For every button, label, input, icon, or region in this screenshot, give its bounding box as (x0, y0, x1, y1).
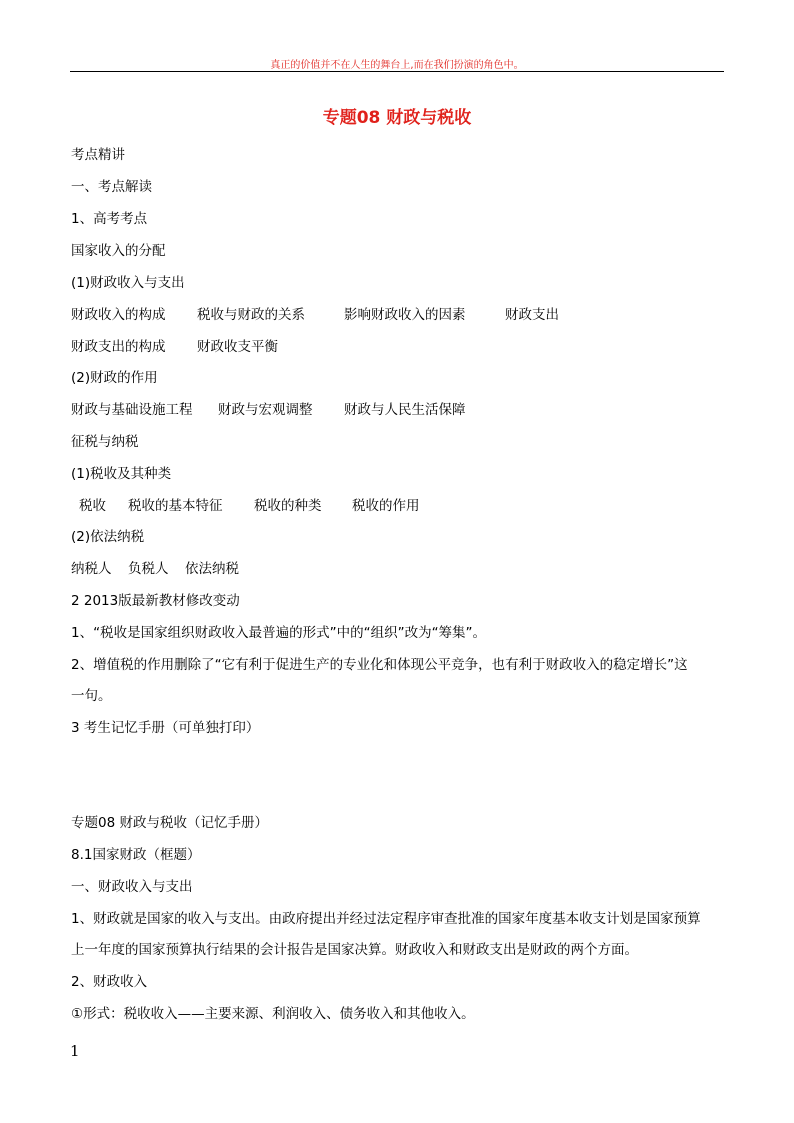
subsection-title: 2 2013版最新教材修改变动 (71, 593, 240, 609)
keyword: 税收的基本特征 (128, 498, 223, 514)
page-number: 1 (70, 1042, 80, 1060)
keyword: 税收的种类 (254, 498, 322, 514)
header-motto: 真正的价值并不在人生的舞台上,而在我们扮演的角色中。 (270, 60, 524, 71)
paragraph: 2、财政收入 (71, 974, 148, 990)
keyword: 税收的作用 (352, 498, 420, 514)
section-title: 8.1国家财政（框题） (71, 847, 201, 863)
keyword: 财政与基础设施工程 (71, 402, 193, 418)
keyword: 财政收支平衡 (197, 339, 278, 355)
topic-title: 征税与纳税 (71, 434, 139, 450)
keyword: 财政与宏观调整 (218, 402, 313, 418)
page-title: 专题08 财政与税收 (322, 108, 472, 128)
keyword: 依法纳税 (185, 561, 239, 577)
topic-title: 国家收入的分配 (71, 243, 166, 259)
keyword: 纳税人 (71, 561, 112, 577)
header-rule (70, 71, 724, 72)
item-title: (1)税收及其种类 (71, 466, 172, 482)
keyword: 负税人 (128, 561, 169, 577)
item-title: (2)依法纳税 (71, 529, 145, 545)
paragraph: 上一年度的国家预算执行结果的会计报告是国家决算。财政收入和财政支出是财政的两个方面。 (71, 942, 638, 958)
paragraph: 1、财政就是国家的收入与支出。由政府提出并经过法定程序审查批准的国家年度基本收支计划是国家预算 (71, 911, 701, 927)
subsection-title: 1、高考考点 (71, 211, 148, 227)
keyword: 税收 (79, 498, 106, 514)
keyword: 财政与人民生活保障 (344, 402, 466, 418)
item-title: (2)财政的作用 (71, 370, 158, 386)
section-heading: 考点精讲 (71, 147, 125, 163)
keyword: 财政支出的构成 (71, 339, 166, 355)
section-heading: 专题08 财政与税收（记忆手册） (71, 815, 268, 831)
section-title: 一、考点解读 (71, 179, 152, 195)
subsection-title: 3 考生记忆手册（可单独打印） (71, 720, 260, 736)
paragraph: ①形式：税收收入——主要来源、利润收入、债务收入和其他收入。 (71, 1006, 475, 1022)
paragraph: 2、增值税的作用删除了“它有利于促进生产的专业化和体现公平竞争，也有利于财政收入的稳定增长”这 (71, 657, 688, 673)
subsection-title: 一、财政收入与支出 (71, 879, 193, 895)
keyword: 影响财政收入的因素 (344, 307, 466, 323)
keyword: 税收与财政的关系 (197, 307, 305, 323)
paragraph: 1、“税收是国家组织财政收入最普遍的形式”中的“组织”改为“筹集”。 (71, 625, 487, 641)
paragraph: 一句。 (71, 688, 112, 704)
item-title: (1)财政收入与支出 (71, 275, 185, 291)
keyword: 财政支出 (505, 307, 559, 323)
keyword: 财政收入的构成 (71, 307, 166, 323)
